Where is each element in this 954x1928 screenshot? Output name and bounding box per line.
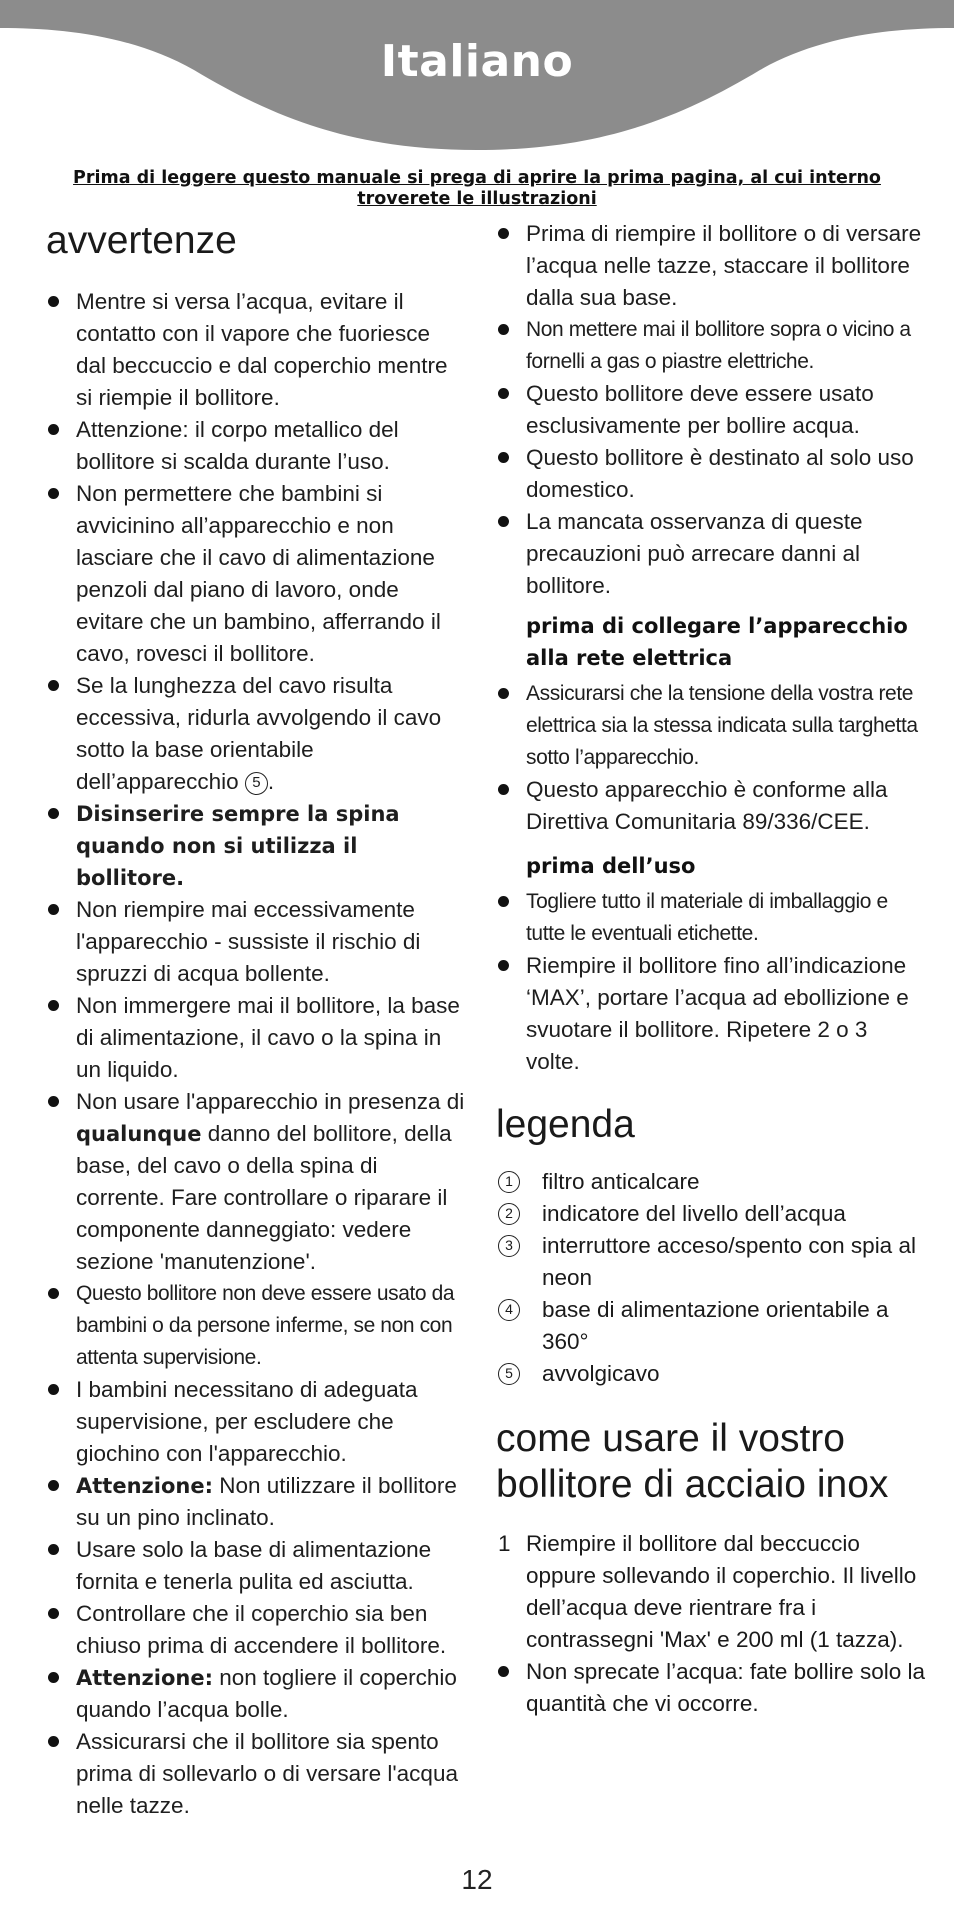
bullet-icon <box>498 228 509 239</box>
warning-item: Non riempire mai eccessivamente l'apparecchio - sussiste il rischio di spruzzi di acqua bollente. <box>46 894 466 990</box>
first-use-item: Riempire il bollitore fino all’indicazione ‘MAX’, portare l’acqua ad ebollizione e svuotare il bollitore. Ripetere 2 o 3 volte. <box>496 950 926 1078</box>
warning-item: Questo bollitore è destinato al solo uso domestico. <box>496 442 926 506</box>
bullet-icon <box>48 488 59 499</box>
bullet-icon <box>48 904 59 915</box>
section-title-come-usare: come usare il vostro bollitore di acciaio inox <box>496 1417 889 1506</box>
bullet-icon <box>48 1672 59 1683</box>
warnings-list-continued <box>496 218 926 602</box>
legend-list <box>496 1166 926 1390</box>
legend-item: 4 base di alimentazione orientabile a 360° <box>496 1294 926 1358</box>
bullet-icon <box>48 1544 59 1555</box>
bullet-icon <box>498 516 509 527</box>
bullet-icon <box>48 1096 59 1107</box>
warning-item: Usare solo la base di alimentazione fornita e tenerla pulita ed asciutta. <box>46 1534 466 1598</box>
bullet-icon <box>498 960 509 971</box>
step-number: 1 <box>498 1531 511 1556</box>
illustrations-notice: Prima di leggere questo manuale si prega di aprire la prima pagina, al cui interno troverete le illustrazioni <box>73 168 881 209</box>
bullet-icon <box>48 1384 59 1395</box>
bullet-icon <box>48 1608 59 1619</box>
callout-number-5: 5 <box>245 772 268 795</box>
warning-item: Disinserire sempre la spina quando non si utilizza il bollitore. <box>46 798 466 894</box>
warning-item: Assicurarsi che il bollitore sia spento prima di sollevarlo o di versare l'acqua nelle tazze. <box>46 1726 466 1822</box>
legend-number: 3 <box>498 1235 520 1257</box>
bullet-icon <box>48 1480 59 1491</box>
legend-number: 1 <box>498 1171 520 1193</box>
subhead-collegare: prima di collegare l’apparecchio alla rete elettrica <box>526 614 908 670</box>
bullet-icon <box>48 296 59 307</box>
bullet-icon <box>48 680 59 691</box>
legend-number: 4 <box>498 1299 520 1321</box>
connection-item: Questo apparecchio è conforme alla Direttiva Comunitaria 89/336/CEE. <box>496 774 926 838</box>
bullet-icon <box>48 1288 59 1299</box>
bullet-icon <box>48 1000 59 1011</box>
bullet-icon <box>48 424 59 435</box>
warning-item: Questo bollitore non deve essere usato da bambini o da persone inferme, se non con attenta supervisione. <box>46 1278 466 1374</box>
page-number: 12 <box>461 1864 493 1895</box>
warning-item: Attenzione: il corpo metallico del bollitore si scalda durante l’uso. <box>46 414 466 478</box>
usage-step: 1 Riempire il bollitore dal beccuccio oppure sollevando il coperchio. Il livello dell’acqua deve rientrare fra i contrassegni 'Max' e 200 ml (1 tazza). <box>496 1528 926 1656</box>
bullet-icon <box>498 324 509 335</box>
warning-item: Attenzione: Non utilizzare il bollitore su un pino inclinato. <box>46 1470 466 1534</box>
subhead-uso: prima dell’uso <box>526 854 696 878</box>
bullet-icon <box>498 1666 509 1677</box>
language-title: Italiano <box>380 36 574 87</box>
connection-list <box>496 678 926 838</box>
bullet-icon <box>498 688 509 699</box>
legend-item: 1 filtro anticalcare <box>496 1166 926 1198</box>
warning-item: Non mettere mai il bollitore sopra o vicino a fornelli a gas o piastre elettriche. <box>496 314 926 378</box>
warnings-list <box>46 286 466 1822</box>
first-use-list <box>496 886 926 1078</box>
bullet-icon <box>498 388 509 399</box>
legend-item: 2 indicatore del livello dell’acqua <box>496 1198 926 1230</box>
legend-number: 2 <box>498 1203 520 1225</box>
warning-item: Non usare l'apparecchio in presenza di qualunque danno del bollitore, della base, del cavo o della spina di corrente. Fare controllare o riparare il componente danneggiato: vedere sezione 'manutenzione'. <box>46 1086 466 1278</box>
language-header <box>0 0 954 160</box>
right-column <box>496 218 926 1720</box>
bullet-icon <box>48 1736 59 1747</box>
bullet-icon <box>498 784 509 795</box>
usage-steps <box>496 1528 926 1720</box>
section-title-legenda: legenda <box>496 1103 635 1146</box>
warning-item: Attenzione: non togliere il coperchio quando l’acqua bolle. <box>46 1662 466 1726</box>
left-column <box>46 218 466 1822</box>
legend-number: 5 <box>498 1363 520 1385</box>
warning-item: Controllare che il coperchio sia ben chiuso prima di accendere il bollitore. <box>46 1598 466 1662</box>
first-use-item: Togliere tutto il materiale di imballaggio e tutte le eventuali etichette. <box>496 886 926 950</box>
warning-item: Se la lunghezza del cavo risulta eccessiva, ridurla avvolgendo il cavo sotto la base orientabile dell’apparecchio 5 . <box>46 670 466 798</box>
legend-item: 5 avvolgicavo <box>496 1358 926 1390</box>
warning-item: Non immergere mai il bollitore, la base di alimentazione, il cavo o la spina in un liquido. <box>46 990 466 1086</box>
bullet-icon <box>498 452 509 463</box>
warning-item: Non permettere che bambini si avvicinino all’apparecchio e non lasciare che il cavo di alimentazione penzoli dal piano di lavoro, onde evitare che un bambino, afferrando il cavo, rovesci il bollitore. <box>46 478 466 670</box>
warning-item: Questo bollitore deve essere usato esclusivamente per bollire acqua. <box>496 378 926 442</box>
bullet-icon <box>498 896 509 907</box>
connection-item: Assicurarsi che la tensione della vostra rete elettrica sia la stessa indicata sulla targhetta sotto l’apparecchio. <box>496 678 926 774</box>
legend-item: 3 interruttore acceso/spento con spia al neon <box>496 1230 926 1294</box>
usage-step: Non sprecate l’acqua: fate bollire solo la quantità che vi occorre. <box>496 1656 926 1720</box>
bullet-icon <box>48 808 59 819</box>
warning-item: I bambini necessitano di adeguata supervisione, per escludere che giochino con l'apparecchio. <box>46 1374 466 1470</box>
warning-item: La mancata osservanza di queste precauzioni può arrecare danni al bollitore. <box>496 506 926 602</box>
warning-item: Mentre si versa l’acqua, evitare il contatto con il vapore che fuoriesce dal beccuccio e dal coperchio mentre si riempie il bollitore. <box>46 286 466 414</box>
section-title-avvertenze: avvertenze <box>46 219 237 262</box>
warning-item: Prima di riempire il bollitore o di versare l’acqua nelle tazze, staccare il bollitore dalla sua base. <box>496 218 926 314</box>
